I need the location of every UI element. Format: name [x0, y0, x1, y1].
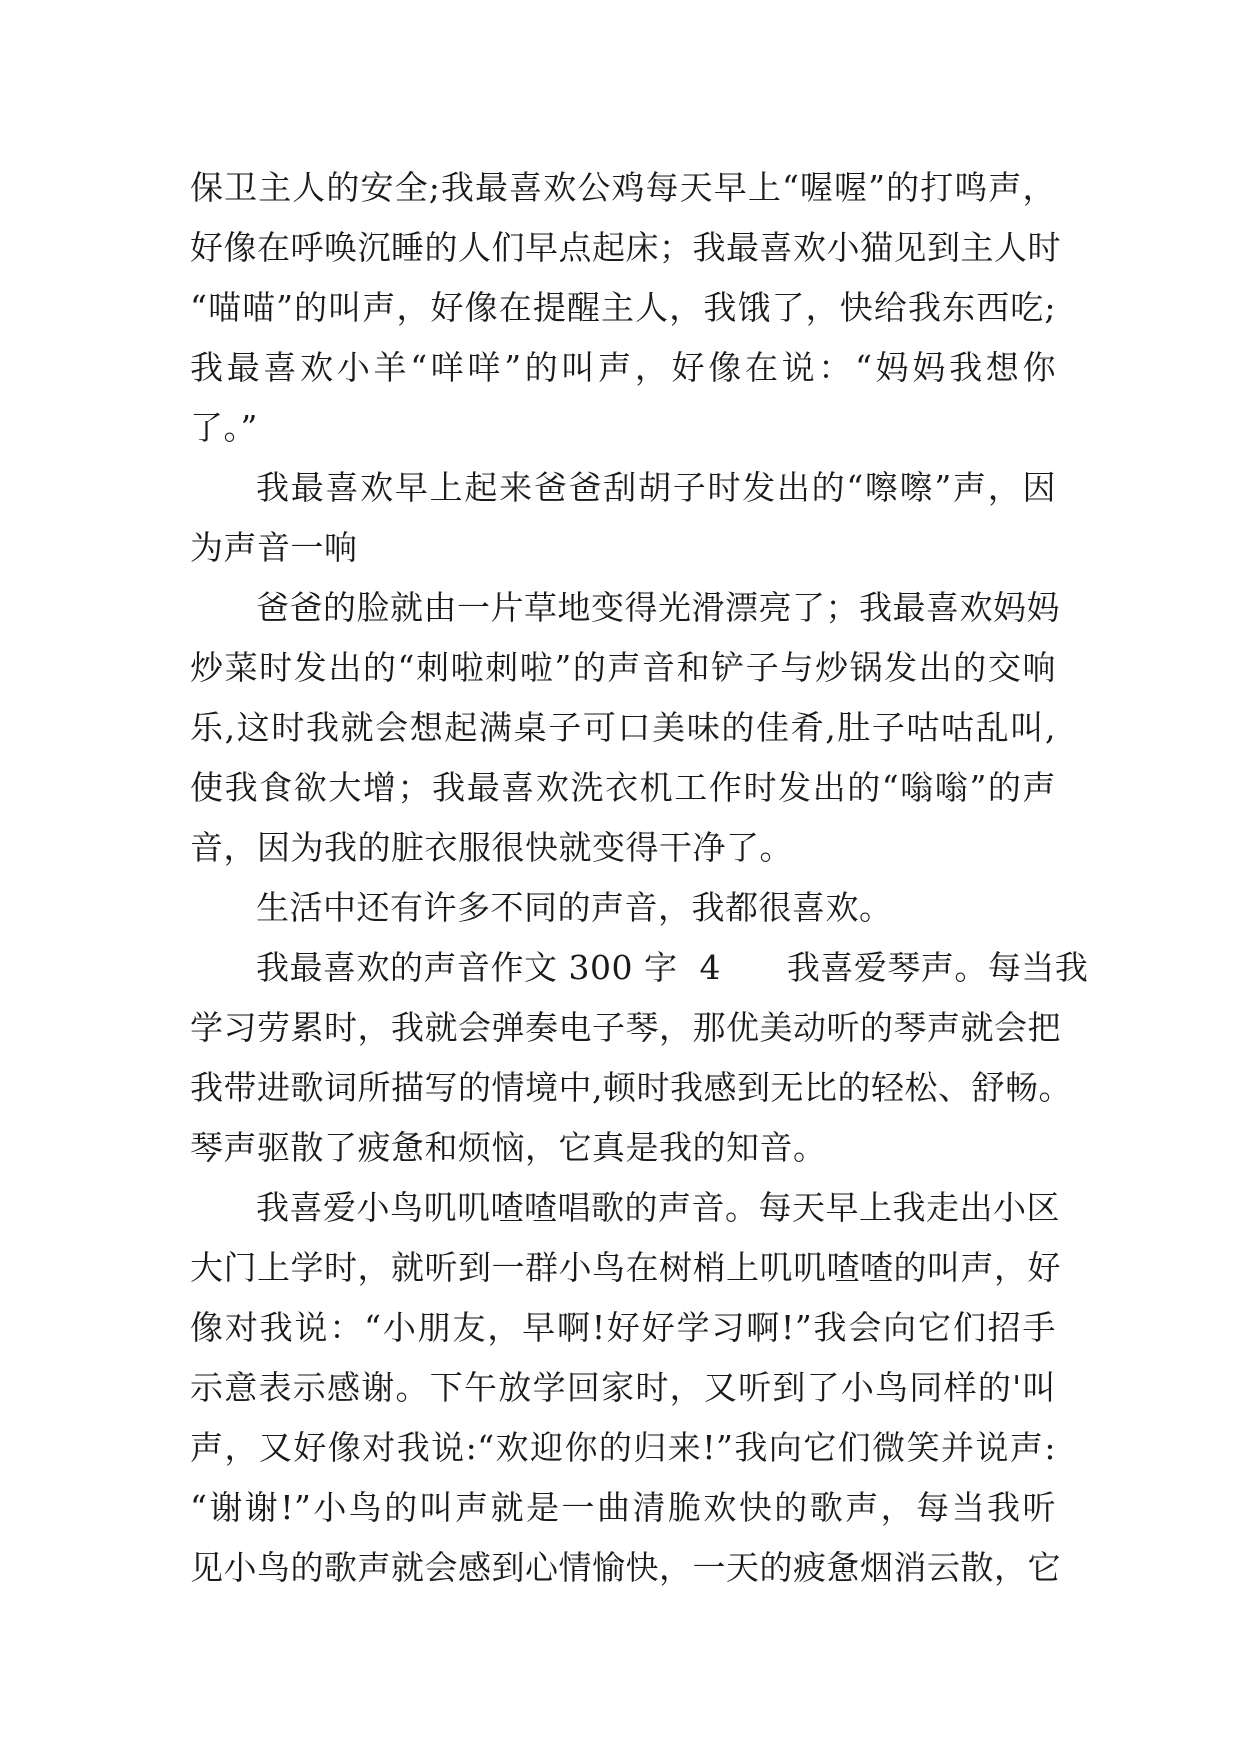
text-line: 像对我说：“小朋友，早啊!好好学习啊!”我会向它们招手: [190, 1308, 1056, 1347]
text-line: 示意表示感谢。下午放学回家时，又听到了小鸟同样的'叫: [190, 1368, 1056, 1407]
text-line: 乐,这时我就会想起满桌子可口美味的佳肴,肚子咕咕乱叫,: [190, 708, 1056, 747]
document-body: [190, 158, 1089, 1598]
text-line: 了。”: [190, 408, 258, 447]
text-line: 我最喜欢的声音作文 300 字 4 我喜爱琴声。每当我: [256, 948, 1089, 987]
text-line: 学习劳累时，我就会弹奏电子琴，那优美动听的琴声就会把: [190, 1008, 1061, 1047]
text-line: 为声音一响: [190, 528, 358, 567]
text-line: 我喜爱小鸟叽叽喳喳唱歌的声音。每天早上我走出小区: [256, 1188, 1060, 1227]
text-line: 音，因为我的脏衣服很快就变得干净了。: [190, 828, 793, 867]
text-line: 我带进歌词所描写的情境中,顿时我感到无比的轻松、舒畅。: [190, 1068, 1072, 1107]
text-line: 生活中还有许多不同的声音，我都很喜欢。: [256, 888, 893, 927]
text-line: 炒菜时发出的“刺啦刺啦”的声音和铲子与炒锅发出的交响: [190, 648, 1056, 687]
text-line: 见小鸟的歌声就会感到心情愉快，一天的疲惫烟消云散，它: [190, 1548, 1061, 1587]
text-line: 爸爸的脸就由一片草地变得光滑漂亮了；我最喜欢妈妈: [256, 588, 1060, 627]
text-line: 我最喜欢早上起来爸爸刮胡子时发出的“嚓嚓”声，因: [256, 468, 1056, 507]
text-line: 大门上学时，就听到一群小鸟在树梢上叽叽喳喳的叫声，好: [190, 1248, 1061, 1287]
text-line: 保卫主人的安全;我最喜欢公鸡每天早上“喔喔”的打鸣声，: [190, 168, 1056, 207]
text-line: 好像在呼唤沉睡的人们早点起床；我最喜欢小猫见到主人时: [190, 228, 1061, 267]
text-line: “谢谢!”小鸟的叫声就是一曲清脆欢快的歌声，每当我听: [190, 1488, 1056, 1527]
text-line: 琴声驱散了疲惫和烦恼，它真是我的知音。: [190, 1128, 827, 1167]
text-line: 使我食欲大增；我最喜欢洗衣机工作时发出的“嗡嗡”的声: [190, 768, 1056, 807]
text-line: 声，又好像对我说:“欢迎你的归来!”我向它们微笑并说声:: [190, 1428, 1056, 1467]
text-line: 我最喜欢小羊“咩咩”的叫声，好像在说：“妈妈我想你: [190, 348, 1056, 387]
text-line: “喵喵”的叫声，好像在提醒主人，我饿了，快给我东西吃;: [190, 288, 1056, 327]
